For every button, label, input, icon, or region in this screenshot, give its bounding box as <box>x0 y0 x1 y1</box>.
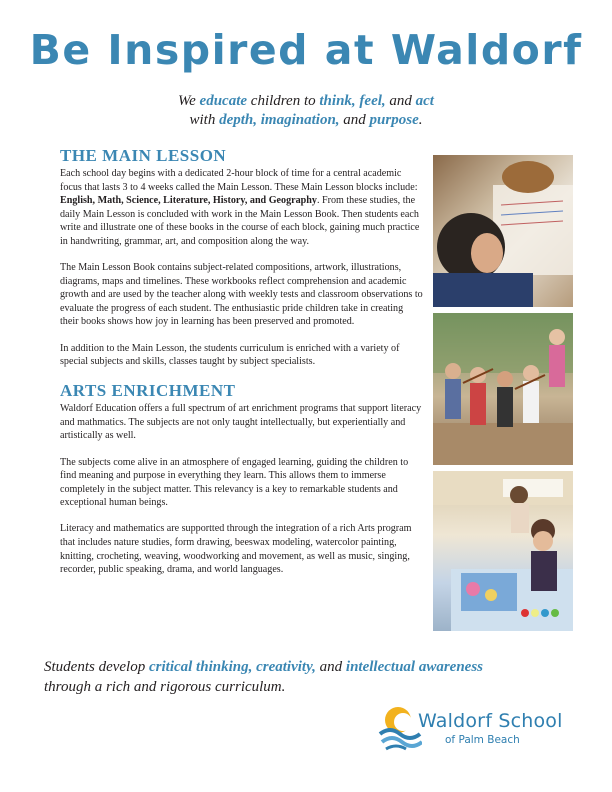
main-lesson-paragraph-1: Each school day begins with a dedicated 2-hour block of time for a central academic focus that lasts 3 to 4 weeks called the Main Lesson. These Main Lesson blocks include: English, Math, Science, Literature, History, and Geography. From these studies, the daily Main Lesson is concluded with work in the Main Lesson Book. Then students each write and illustrate one of these books in the course of each block, gaining much practice in handwriting, grammar, art, and composition along the way. <box>60 168 420 247</box>
main-lesson-heading: THE MAIN LESSON <box>60 146 227 165</box>
school-logo <box>378 704 578 752</box>
arts-paragraph-1: Waldorf Education offers a full spectrum of art enrichment programs that support literacy and mathmatics. The subjects are not only taught intellectually, but experientially and artistically as well. <box>60 403 422 442</box>
tagline <box>0 92 612 130</box>
logo-school-name: Waldorf School <box>418 710 563 732</box>
closing-line-2: through a rich and rigorous curriculum. <box>44 679 286 695</box>
photo-violin-students <box>433 313 573 465</box>
page-title: Be Inspired at Waldorf <box>29 26 583 74</box>
arts-heading: ARTS ENRICHMENT <box>60 381 236 401</box>
logo-school-location: of Palm Beach <box>445 734 520 746</box>
sun-wave-icon <box>378 704 422 752</box>
closing-statement <box>44 657 584 697</box>
tagline-line-2: with depth, imagination, and purpose. <box>189 112 423 128</box>
tagline-line-1: We educate children to think, feel, and act <box>178 93 434 109</box>
photo-column <box>433 155 573 637</box>
main-lesson-paragraph-3: In addition to the Main Lesson, the students curriculum is enriched with a variety of special subjects and skills, classes taught by subject specialists. <box>60 342 400 368</box>
main-lesson-paragraph-2: The Main Lesson Book contains subject-related compositions, artwork, illustrations, diagrams, maps and timelines. These workbooks reflect comprehension and academic growth and are used by the teacher along with weekly tests and classroom observations to evaluate the progress of each student. The enthusiastic pride children take in creating their books shows how joy in learning has been preserved and promoted. <box>60 262 423 328</box>
photo-painting-students <box>433 471 573 631</box>
photo-student-writing <box>433 155 573 307</box>
arts-paragraph-3: Literacy and mathematics are supportted through the integration of a rich Arts program that includes nature studies, form drawing, beeswax modeling, watercolor painting, knitting, crocheting, weaving, woodworking and movement, as well as music, singing, recorder, public speaking, drama, and world languages. <box>60 523 412 576</box>
closing-line-1: Students develop critical thinking, creativity, and intellectual awareness <box>44 659 484 675</box>
arts-paragraph-2: The subjects come alive in an atmosphere of engaged learning, guiding the children to find meaning and purpose in everything they learn. This allows them to immerse completely in the subject matter. This relevancy is a key to remarkable students and exceptional human beings. <box>60 456 409 509</box>
text-column <box>60 146 424 589</box>
